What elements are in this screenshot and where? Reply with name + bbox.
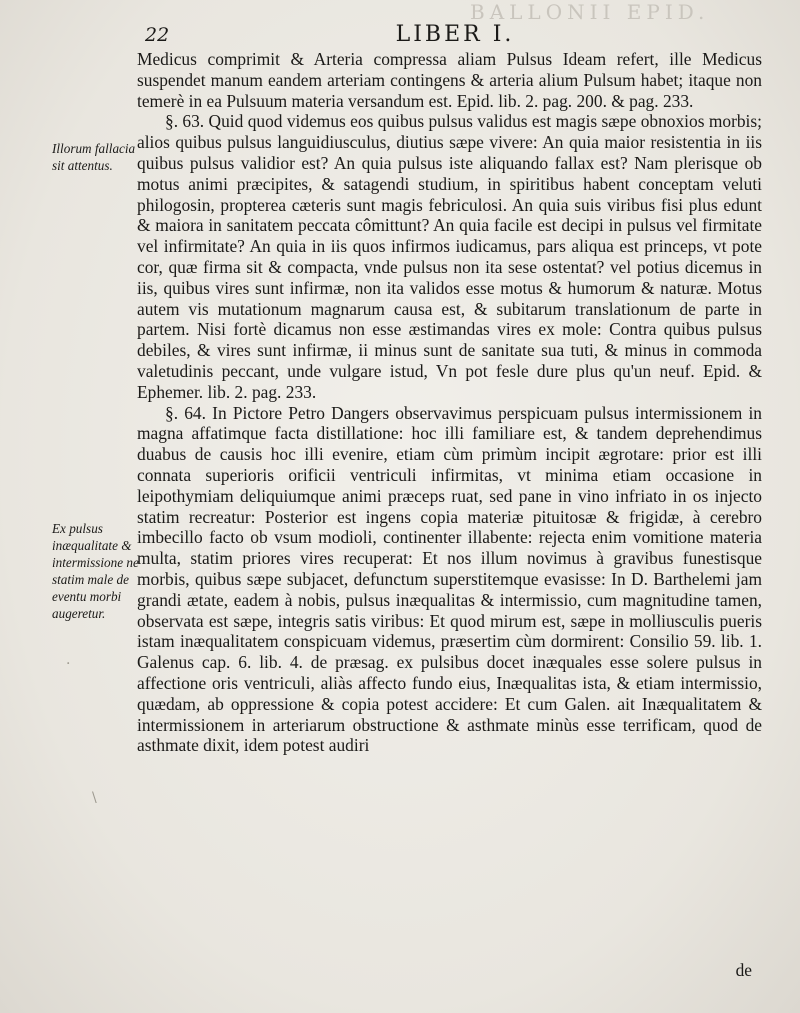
paragraph: §. 64. In Pictore Petro Dangers observavimus perspicuam pulsus intermissionem in magna affatimque facta distillatione: hoc illi familiare est, & tandem deprehendimus duabus de causis hoc illi evenire, etiam cùm primùm incipit ægrotare: prior est illi connata superioris orificii ventriculi infirmitas, vt minima etiam occasione in leipothymiam deliquiumque animi præceps ruat, sed pane in vino infriato in os injecto statim recreatur: Posterior est ingens copia materiæ pituitosæ & frigidæ, à cerebro imbecillo facto ob vsum modioli, continenter illabente: rejecta enim vomitione materia multa, statim priores vires recuperat: Et nos illum novimus à gravibus funestisque morbis, quibus sæpe subjacet, defunctum superstitemque evasisse: In D. Barthelemi jam grandi ætate, eadem à nobis, pulsus inæqualitas & intermissio, cum magnitudine tamen, observata est sæpe, integris satis viribus: Et quod mirum est, sæpe in molliusculis pueris istam inæqualitatem conspicuam videmus, præsertim cùm dormirent: Consilio 59. lib. 1. Galenus cap. 6. lib. 4. de præsag. ex pulsibus docet inæquales esse solere pulsus in affectione oris ventriculi, aliàs affecto fundo eius, Inæqualitas ista, & etiam intermissio, quædam, ab oppressione & copia potest accidere: Et cum Galen. ait Inæqualitatem & intermissionem in arteriarum obstructione & asthmate minùs esse terrificam, quod de asthmate dixit, idem potest audiri — [137, 402, 762, 756]
running-head: LIBER I. — [395, 22, 515, 47]
page-header — [145, 22, 765, 50]
bleed-through-text: BALLONII EPID. — [470, 0, 710, 24]
margin-note: Ex pulsus inæqualitate & intermissione ne statim male de eventu morbi augeretur. — [52, 521, 139, 621]
main-text — [137, 49, 762, 756]
paragraph: Medicus comprimit & Arteria compressa aliam Pulsus Ideam refert, ille Medicus suspendet manum eandem arteriam contingens & arteria alium Pulsum habet; itaque non temerè in ea Pulsuum materia versandum est. Epid. lib. 2. pag. 200. & pag. 233. — [137, 49, 762, 111]
margin-note: Illorum fallacia sit attentus. — [52, 141, 136, 173]
paragraph: §. 63. Quid quod videmus eos quibus pulsus validus est magis sæpe obnoxios morbis; alios quibus pulsus languidiusculus, diutius sæpe vivere: An quia maior resistentia in iis quibus pulsus validior est? An quia pulsus iste aliquando fallax est? Nam plerisque ob motus animi præcipites, & satagendi studium, in spiritibus habent conceptam veluti philogosin, propterea cæteris sunt magis febriculosi. An quia suis viribus fisi plus edunt & maiora in sanitatem peccata cômittunt? An quia facile est decipi in pulsus vel firmitate vel infirmitate? An quia in iis quos infirmos iudicamus, pars aliqua est princeps, vt pote cor, quæ firma sit & compacta, vnde pulsus non ita sese ostentat? vel potius dicemus in iis, quibus vires sunt infirmæ, non ita validos esse motus & humorum & naturæ. Motus autem vis mutationum magnarum causa est, & subitarum translationum de parte in partem. Nisi fortè dicamus non esse æstimandas vires ex mole: Contra quibus pulsus debiles, & vires sunt infirmæ, ii minus sunt de sanitate sua tuti, & minus in commoda valetudinis peccant, unde vulgare istud, Vn pot fesle dure plus qu'un neuf. Epid. & Ephemer. lib. 2. pag. 233. — [137, 111, 762, 402]
page-number: 22 — [145, 24, 170, 46]
margin-dot: · — [66, 656, 71, 672]
catchword: de — [735, 960, 752, 980]
margin-tick: \ — [92, 790, 97, 806]
